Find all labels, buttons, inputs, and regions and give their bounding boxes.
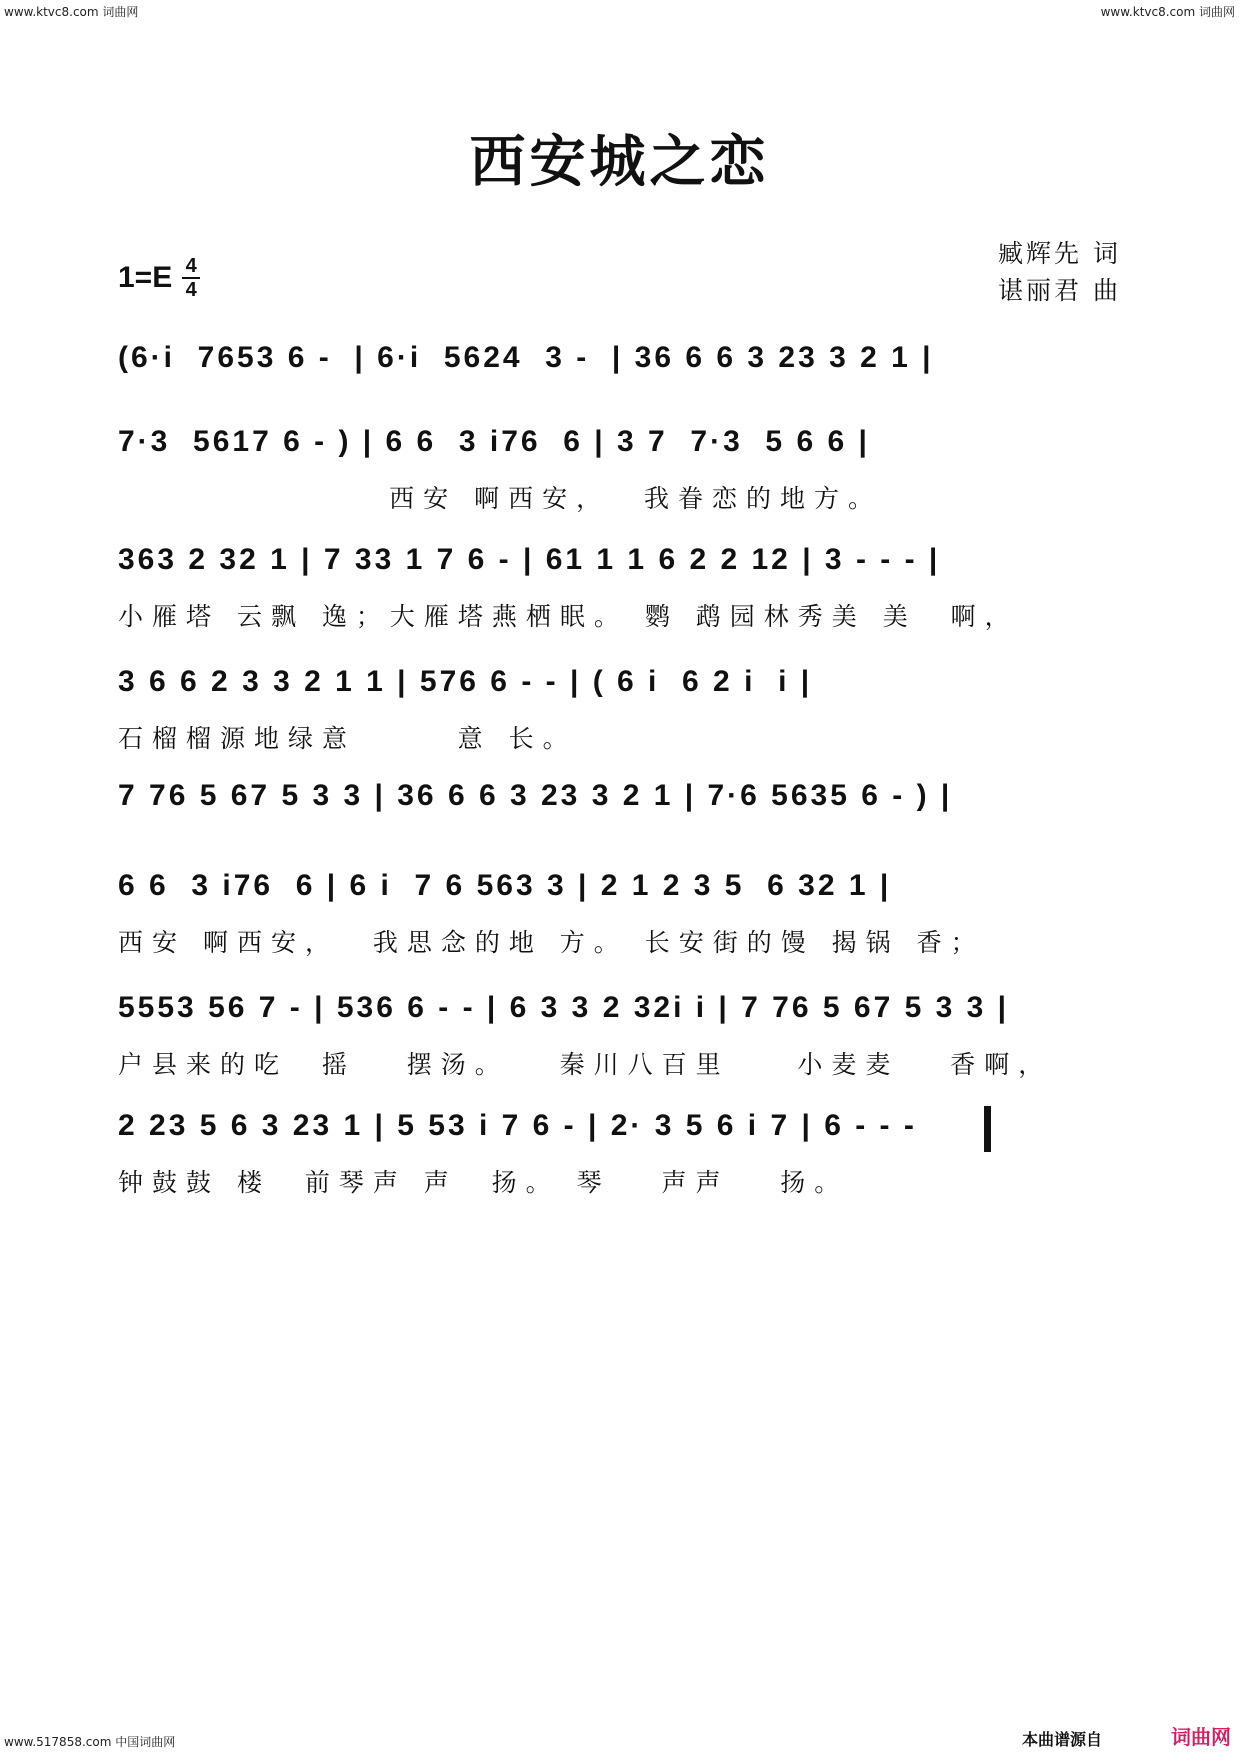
key-signature: [118, 256, 200, 300]
notation-line: 7 76 5 67 5 3 3 | 36 6 6 3 23 3 2 1 | 7·6 5635 6 - ) |: [118, 779, 953, 812]
lyrics-line: 西安 啊西安， 我眷恋的地方。: [118, 484, 882, 513]
key-label: 1=E: [118, 261, 173, 294]
score-system-2: [118, 422, 1123, 516]
header-left-url: www.ktvc8.com 词曲网: [4, 5, 139, 19]
footer-logo: 词曲网: [1171, 1725, 1231, 1749]
final-barline: [984, 1106, 991, 1152]
lyrics-line: 西安 啊西安， 我思念的地 方。 长安街的馒 揭锅 香；: [118, 928, 985, 957]
lyricist-credit: 臧辉先 词: [998, 239, 1121, 268]
footer-left-url: www.517858.com 中国词曲网: [4, 1735, 176, 1749]
time-signature-top: 4: [185, 255, 197, 277]
notation-line: 363 2 32 1 | 7 33 1 7 6 - | 61 1 1 6 2 2 12 | 3 - - - |: [118, 543, 941, 576]
lyrics-line: 石榴榴源地绿意 意 长。: [118, 724, 577, 753]
notation-line: 6 6 3 i76 6 | 6 i 7 6 563 3 | 2 1 2 3 5 6 32 1 |: [118, 869, 892, 902]
notation-line: 2 23 5 6 3 23 1 | 5 53 i 7 6 - | 2· 3 5 6 i 7 | 6 - - -: [118, 1109, 917, 1142]
notation-line: 3 6 6 2 3 3 2 1 1 | 576 6 - - | ( 6 i 6 2 i i |: [118, 665, 813, 698]
score-system-6: [118, 866, 1123, 960]
lyrics-line: 钟鼓鼓 楼 前琴声 声 扬。 琴 声声 扬。: [118, 1168, 849, 1197]
score-system-3: [118, 540, 1123, 634]
score-system-7: [118, 988, 1123, 1082]
header-right-url: www.ktvc8.com 词曲网: [1100, 5, 1235, 19]
lyrics-line: 户县来的吃 摇 摆汤。 秦川八百里 小麦麦 香啊，: [118, 1050, 1053, 1079]
score-system-1: [118, 338, 1123, 398]
score-system-8: [118, 1106, 1123, 1200]
score-system-5: [118, 776, 1123, 836]
composer-credit: 谌丽君 曲: [998, 276, 1121, 305]
notation-line: 7·3 5617 6 - ) | 6 6 3 i76 6 | 3 7 7·3 5 6 6 |: [118, 425, 870, 458]
lyrics-line: 小雁塔 云飘 逸；大雁塔燕栖眠。 鹦 鹉园林秀美 美 啊，: [118, 602, 1019, 631]
score-system-4: [118, 662, 1123, 756]
song-title: 西安城之恋: [469, 129, 770, 195]
footer-source-label: 本曲谱源自: [1022, 1730, 1103, 1749]
notation-line: (6·i 7653 6 - | 6·i 5624 3 - | 36 6 6 3 23 3 2 1 |: [118, 341, 934, 374]
notation-line: 5553 56 7 - | 536 6 - - | 6 3 3 2 32i i | 7 76 5 67 5 3 3 |: [118, 991, 1010, 1024]
time-signature: [182, 256, 200, 300]
credits: [998, 235, 1121, 309]
time-signature-bottom: 4: [185, 279, 197, 301]
